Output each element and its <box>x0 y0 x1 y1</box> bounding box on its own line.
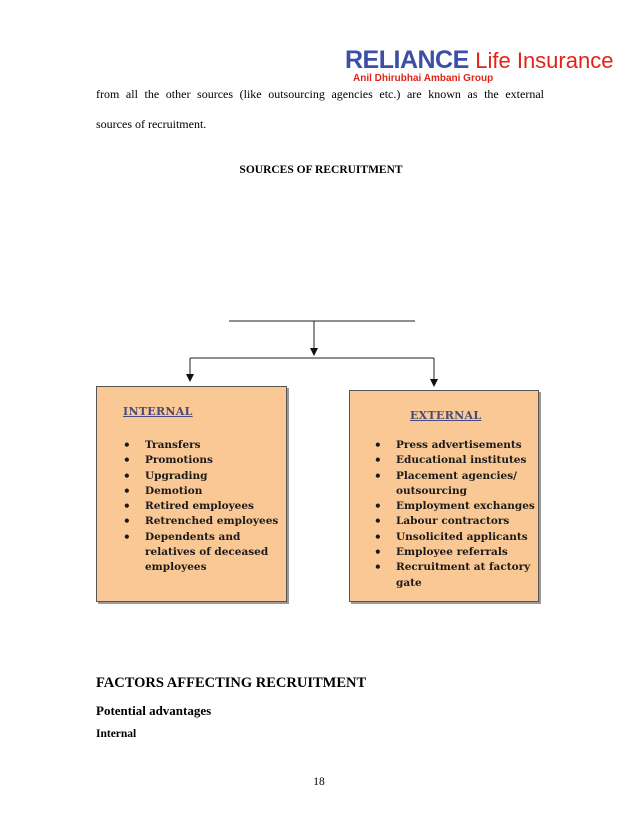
diagram-title: SOURCES OF RECRUITMENT <box>239 164 403 176</box>
internal-title: INTERNAL <box>123 405 193 418</box>
potential-advantages-heading: Potential advantages <box>96 703 212 718</box>
list-item: • Promotions <box>123 453 283 468</box>
list-item: • Transfers <box>123 438 283 453</box>
external-title: EXTERNAL <box>410 409 482 422</box>
logo-product: Life Insurance <box>475 48 614 73</box>
factors-heading: FACTORS AFFECTING RECRUITMENT <box>96 675 367 691</box>
list-item: • Educational institutes <box>374 453 536 468</box>
logo-brand-name: RELIANCE <box>345 46 469 74</box>
list-item: • Retrenched employees <box>123 514 283 529</box>
internal-subheading: Internal <box>96 728 137 740</box>
list-item: • Press advertisements <box>374 438 536 453</box>
list-item: • Retired employees <box>123 499 283 514</box>
intro-line-2: sources of recruitment. <box>96 117 207 131</box>
list-item: • Recruitment at factory gate <box>374 560 536 591</box>
list-item: • Employee referrals <box>374 545 536 560</box>
list-item: • Unsolicited applicants <box>374 530 536 545</box>
logo-group: Anil Dhirubhai Ambani Group <box>353 73 494 84</box>
list-item: • Dependents and relatives of deceased employees <box>123 530 283 576</box>
external-list <box>374 438 536 591</box>
page-number: 18 <box>313 776 325 788</box>
internal-list <box>123 438 283 576</box>
list-item: • Labour contractors <box>374 514 536 529</box>
list-item: • Upgrading <box>123 469 283 484</box>
list-item: • Employment exchanges <box>374 499 536 514</box>
internal-sources-box <box>96 386 287 602</box>
external-sources-box <box>349 390 539 602</box>
list-item: • Placement agencies/ outsourcing <box>374 469 536 500</box>
intro-line-1: from all the other sources (like outsourcing agencies etc.) are known as the external <box>96 87 544 101</box>
list-item: • Demotion <box>123 484 283 499</box>
